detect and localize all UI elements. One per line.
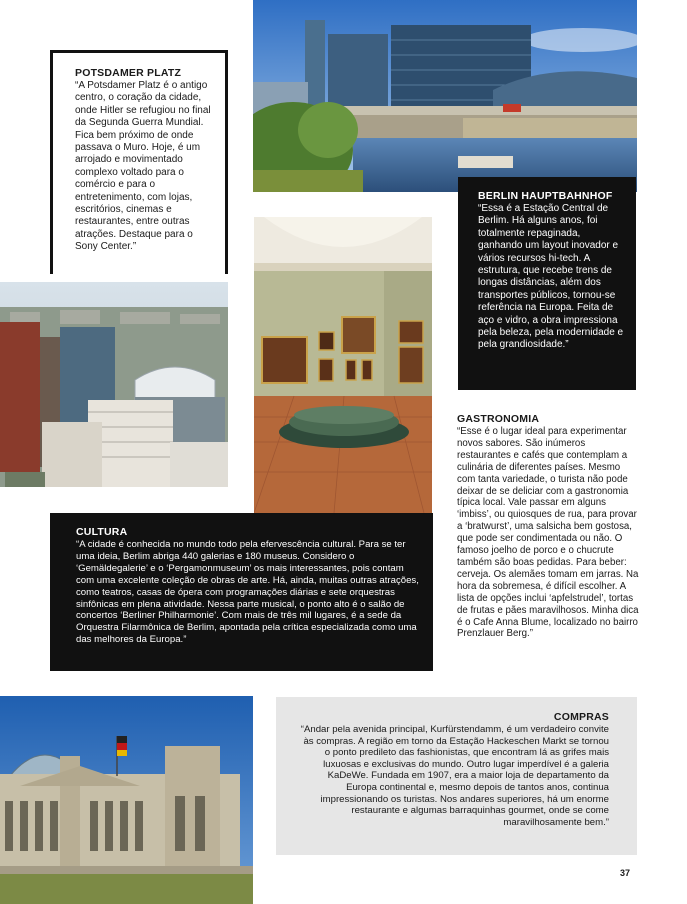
compras-box: [276, 697, 637, 855]
potsdamer-platz-text: “A Potsdamer Platz é o antigo centro, o coração da cidade, onde Hitler se refugiou no final da Segunda Guerra Mundial. Fica bem próximo de onde passava o Muro. Hoje, é um arrojado e movimentado complexo voltado para o comércio e para o entretenimento, com lojas, escritórios, cinemas e restaurantes, entre outras atrações. Destaque para o Sony Center.”: [75, 80, 211, 253]
cultura-box: [50, 513, 433, 671]
reichstag-photo: [0, 696, 253, 904]
potsdamer-platz-photo: [0, 282, 228, 487]
potsdamer-platz-box: [50, 50, 228, 274]
gastronomia-title: GASTRONOMIA: [457, 413, 540, 425]
cultura-text: “A cidade é conhecida no mundo todo pela efervescência cultural. Para se ter uma ideia, Berlim abriga 440 galerias e 180 museus. Considero o ‘Gemäldegalerie’ e o ‘Pergamonmuseum’ os mais interessantes, pois contam com uma excelente coleção de obras de arte. Há, ainda, muitas outras atrações, como teatros, casas de ópera com programações diárias e sete orquestras sinfônicas em plena atividade. Nessa parte musical, o ponto alto é o salão de concertos ‘Berliner Philharmonie’. Com mais de três mil lugares, é a sede da Orquestra Filarmônica de Berlim, apontada pela crítica especializada como uma das melhores da Europa.”: [76, 539, 419, 646]
hauptbahnhof-photo: [253, 0, 637, 192]
museum-gallery-photo: [254, 217, 432, 513]
page-number: 37: [620, 868, 631, 878]
potsdamer-platz-title: POTSDAMER PLATZ: [75, 67, 182, 79]
gastronomia-text: “Esse é o lugar ideal para experimentar novos sabores. São inúmeros restaurantes e cafés que contemplam a culinária de diferentes países. Mesmo com tanta variedade, o turista não pode deixar de se deliciar com a gastronomia típica local. Vale passar em alguns ‘imbiss’, ou quiosques de rua, para provar a ‘bratwurst’, uma salsicha bem gostosa, que pode ser condimentada ou não. O famoso joelho de porco e o chucrute também são boas pedidas. Para beber: cerveja. Os alemães tomam em jarras. Na hora da sobremesa, é difícil escolher. A lista de opções inclui ‘apfelstrudel’, tortas de frutas e pães maravilhosos. Minha dica é o Cafe Anna Blume, localizado no bairro Prenzlauer Berg.”: [457, 426, 639, 640]
gastronomia-block: [457, 413, 641, 683]
cultura-title: CULTURA: [76, 526, 128, 538]
hauptbahnhof-box: [458, 177, 636, 390]
compras-title: COMPRAS: [553, 711, 609, 723]
compras-text: “Andar pela avenida principal, Kurfürstendamm, é um verdadeiro convite às compras. A região em torno da Estação Hackeschen Markt se tornou o ponto predileto das fashionistas, que encontram lá as grifes mais luxuosas e exclusivas do mundo. Outro lugar imperdível é a galeria KaDeWe. Fundada em 1907, era a maior loja de departamento da Europa continental e, mesmo depois de tantos anos, continua impressionando os turistas. Nos andares superiores, há um enorme restaurante e algumas barraquinhas gourmet, onde se come maravilhosamente bem.”: [300, 724, 609, 828]
hauptbahnhof-title: BERLIN HAUPTBAHNHOF: [478, 190, 613, 202]
hauptbahnhof-text: “Essa é a Estação Central de Berlim. Há alguns anos, foi totalmente repaginada, ganhando um layout inovador e vários recursos hi-tech. A estrutura, que recebe trens de longas distâncias, além dos transportes públicos, tornou-se referência na Europa. Feita de aço e vidro, a obra impressiona pela beleza, pela modernidade e pela grandiosidade.”: [478, 203, 624, 351]
